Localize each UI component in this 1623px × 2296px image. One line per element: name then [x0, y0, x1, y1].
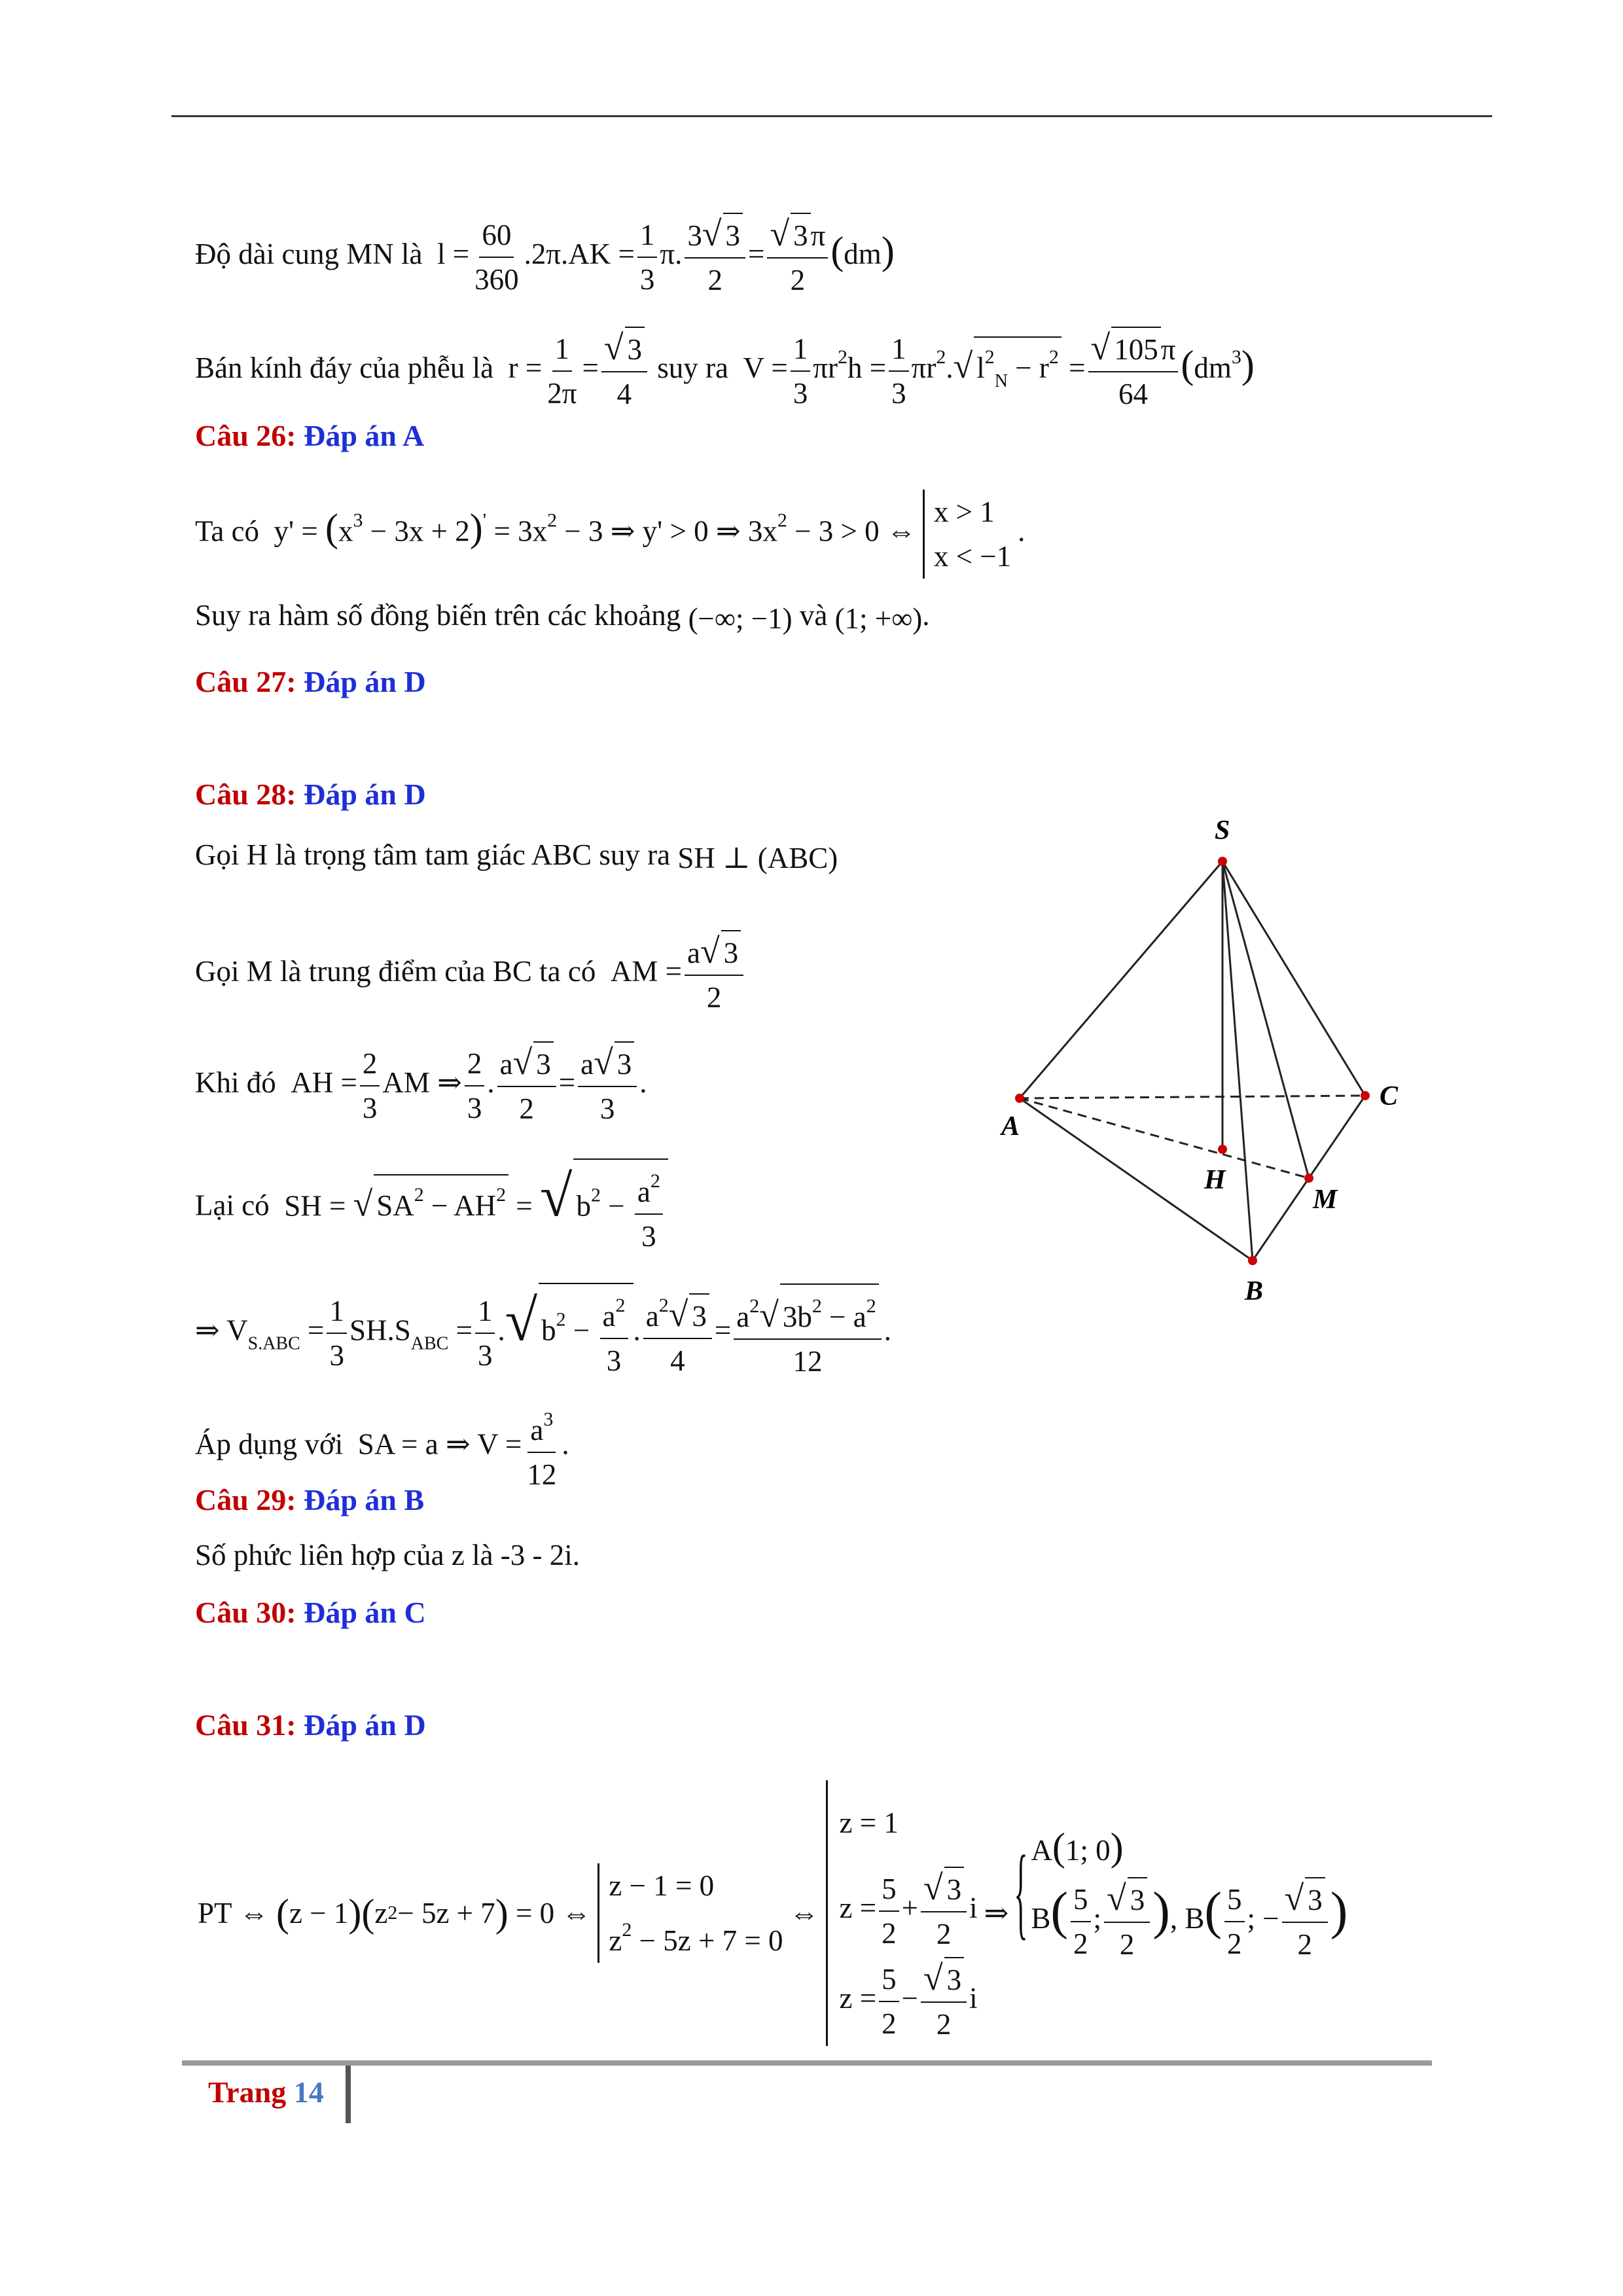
edge-sm — [1222, 861, 1309, 1178]
base-radius-line: Bán kính đáy của phễu là r = $\frac{1}{2\pi}$ = $\frac{√ 3}{4}$ suy ra V = $\frac{1}{3}$ $\pi r^2h$ = $\frac{1}{3}$ $\pi r^2.√$ $l^2_N - r^2$ = $\frac{√ 105\pi}{64}$ $(dm^3)$ — [195, 326, 1255, 416]
arc-length-text: Độ dài cung MN là — [195, 237, 423, 270]
question-27-answer: Đáp án D — [304, 665, 426, 698]
label-c: C — [1380, 1081, 1399, 1111]
interval-1: (−∞; −1) — [688, 601, 793, 635]
edge-am-dashed — [1020, 1098, 1309, 1178]
question-31-answer: Đáp án D — [304, 1708, 426, 1742]
conjugate-text: Số phức liên hợp của z là -3 - 2i. — [195, 1539, 580, 1571]
question-26-label: Câu 26: — [195, 419, 296, 452]
point-m — [1304, 1174, 1313, 1183]
interval-2: (1; +∞) — [834, 601, 923, 635]
question-26-answer: Đáp án A — [304, 419, 425, 452]
footer-divider — [346, 2066, 351, 2123]
midpoint-text: Gọi M là trung điểm của BC ta có — [195, 954, 596, 988]
centroid-line — [195, 835, 838, 878]
midpoint-line: Gọi M là trung điểm của BC ta có AM = $\frac{a√ 3}{2}$ — [195, 929, 746, 1019]
question-27-heading — [195, 662, 426, 702]
apply-line: Áp dụng với SA = a ⇒ V = $\frac{a^3}{12}$ . — [195, 1398, 569, 1496]
edge-sc — [1222, 861, 1365, 1096]
point-b — [1248, 1256, 1257, 1265]
label-m: M — [1313, 1185, 1338, 1215]
equation-system: PT ⇔ ( z − 1 )( z 2 − 5z + 7 ) = 0 ⇔ z − 1 = 0 $z^2 - 5z + 7 = 0$ ⇔ z = 1 z = $\frac{5}{2}$ + $\frac{√ 3}{2}$ i z = $\frac{5}{2}$ − $\frac{√ 3}{2}$ i ⇒ { A(1; 0) B( $\frac{5}{2}$ ; $\frac{√ 3}{2}$ ), B( $\frac{5}{2}$ ; − $\frac{√ 3}{2}$ ) — [198, 1780, 1353, 2046]
question-31-label: Câu 31: — [195, 1708, 296, 1742]
label-s: S — [1215, 816, 1230, 846]
then-text: suy ra — [657, 351, 728, 384]
centroid-text: Gọi H là trọng tâm tam giác ABC suy ra — [195, 838, 671, 871]
ah-line: Khi đó AH = $\frac{2}{3}$ AM ⇒ $\frac{2}{3}$ . $\frac{a√ 3}{2}$ = $\frac{a√ 3}{3}$ . — [195, 1041, 647, 1130]
point-s — [1218, 857, 1227, 866]
footer-label: Trang — [208, 2075, 287, 2109]
question-26-heading — [195, 416, 424, 456]
period: . — [922, 599, 930, 632]
label-a: A — [1001, 1111, 1020, 1141]
sh-text: Lại có — [195, 1189, 270, 1222]
header-rule — [171, 115, 1492, 117]
and-text: và — [799, 599, 828, 632]
footer-rule — [182, 2060, 1432, 2066]
point-h — [1218, 1145, 1227, 1154]
ah-text: Khi đó — [195, 1066, 276, 1099]
conjugate-line — [195, 1535, 580, 1575]
question-31-heading — [195, 1706, 426, 1745]
centroid-math: SH ⊥ (ABC) — [677, 841, 838, 874]
question-28-heading — [195, 775, 426, 814]
apply-text: Áp dụng với — [195, 1427, 344, 1461]
volume-line: ⇒ $V_{S.ABC}$ = $\frac{1}{3}$ $SH.S_{ABC}$ = $\frac{1}{3}$ .√ $b^2$ − $\frac{a^2}{3}$ . $\frac{a^2√ 3}{4}$ = $\frac{a^2√ 3b^2 - a^2}{12}$ . — [195, 1283, 891, 1383]
footer-page — [208, 2075, 324, 2109]
point-c — [1361, 1091, 1370, 1100]
question-30-heading — [195, 1593, 426, 1632]
question-29-answer: Đáp án B — [304, 1483, 425, 1516]
edge-sb — [1222, 861, 1253, 1261]
question-29-label: Câu 29: — [195, 1483, 296, 1516]
question-29-heading — [195, 1480, 424, 1520]
base-radius-text: Bán kính đáy của phễu là — [195, 351, 494, 384]
derivative-text: Ta có — [195, 514, 260, 548]
label-b: B — [1245, 1276, 1264, 1306]
question-30-label: Câu 30: — [195, 1596, 296, 1629]
label-h: H — [1204, 1165, 1226, 1195]
question-30-answer: Đáp án C — [304, 1596, 426, 1629]
point-a — [1015, 1094, 1024, 1103]
question-27-label: Câu 27: — [195, 665, 296, 698]
question-28-answer: Đáp án D — [304, 778, 426, 811]
sh-line: Lại có SH = √ $SA^2 - AH^2$ = √ $b^2$ − $\frac{a^2}{3}$ — [195, 1158, 668, 1258]
question-28-label: Câu 28: — [195, 778, 296, 811]
footer-page-number: 14 — [293, 2075, 324, 2109]
pyramid-figure — [975, 812, 1446, 1322]
derivative-line: Ta có $y' = (x^3 - 3x + 2)' = 3x^2 - 3$ ⇒ y' > 0 ⇒ $3x^2 - 3 > 0$ ⇔ x > 1 x < −1 . — [195, 490, 1025, 579]
pt-text: PT — [198, 1897, 232, 1930]
arc-length-line: Độ dài cung MN là l = $\frac{60}{360}$ .2π.AK = $\frac{1}{3}$ π. $\frac{3√ 3}{2}$ = $\frac{√ 3\pi}{2}$ (dm) — [195, 212, 895, 302]
increasing-text: Suy ra hàm số đồng biến trên các khoảng — [195, 599, 681, 632]
increasing-line — [195, 596, 930, 638]
edge-ac-dashed — [1020, 1096, 1365, 1098]
edge-sa — [1020, 861, 1222, 1098]
